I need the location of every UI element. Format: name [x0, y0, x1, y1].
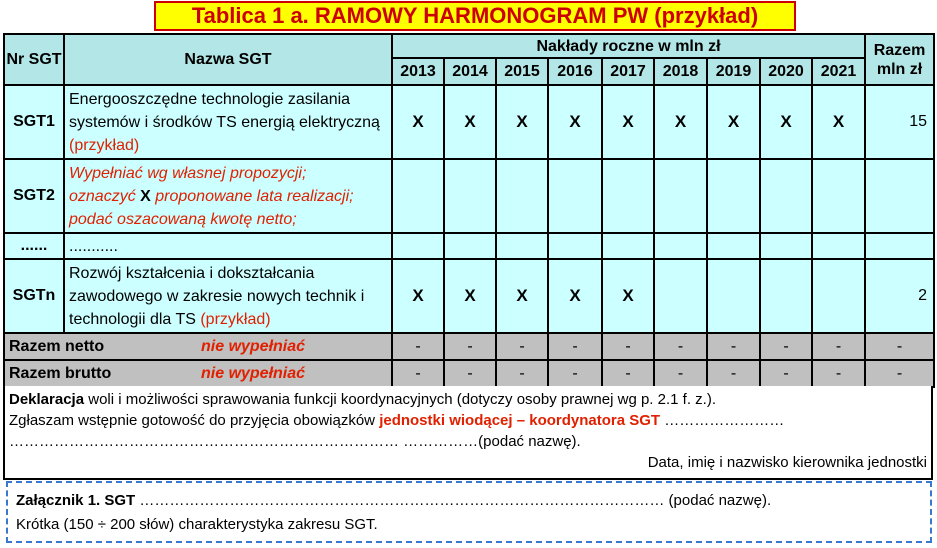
table-row	[4, 233, 934, 259]
row-total: 15	[865, 85, 934, 159]
year-mark: X	[812, 85, 865, 159]
dash-cell: -	[654, 360, 707, 387]
row-total: 2	[865, 259, 934, 333]
year-cell	[654, 233, 707, 259]
year-mark: X	[496, 259, 548, 333]
row-id: SGT2	[4, 159, 64, 233]
attachment-text: …………………………………………………………………………………………… (podać nazwę).	[135, 492, 772, 509]
row-name	[64, 159, 392, 233]
no-fill-note: nie wypełniać	[201, 364, 306, 382]
year-2016: 2016	[548, 58, 602, 85]
dash-cell: -	[812, 360, 865, 387]
year-2018: 2018	[654, 58, 707, 85]
year-2019: 2019	[707, 58, 760, 85]
row-id: ......	[4, 233, 64, 259]
year-cell	[548, 233, 602, 259]
dash-cell: -	[392, 360, 444, 387]
dash-cell: -	[707, 333, 760, 360]
year-2015: 2015	[496, 58, 548, 85]
row-name-text: Rozwój kształcenia i dokształcania zawodowego w zakresie nowych technik i technologii dla TS	[69, 264, 365, 328]
x-mark-sample: X	[140, 187, 151, 205]
dash-cell: -	[444, 360, 496, 387]
header-name: Nazwa SGT	[64, 34, 392, 85]
declaration-line	[9, 410, 927, 431]
year-mark: X	[444, 259, 496, 333]
razem-netto-label	[4, 333, 392, 360]
year-mark: X	[602, 85, 654, 159]
year-cell	[812, 159, 865, 233]
year-mark: X	[654, 85, 707, 159]
year-mark	[760, 259, 812, 333]
attachment-box	[6, 481, 932, 543]
year-2020: 2020	[760, 58, 812, 85]
dash-cell: -	[760, 333, 812, 360]
year-cell	[392, 233, 444, 259]
declaration-box	[3, 386, 933, 480]
instruction-line	[69, 185, 391, 208]
year-cell	[602, 159, 654, 233]
razem-brutto-row	[4, 360, 934, 387]
razem-netto-text: Razem netto	[9, 337, 105, 355]
dash-cell: -	[444, 333, 496, 360]
instruction-line: Wypełniać wg własnej propozycji;	[69, 164, 307, 182]
year-cell	[707, 233, 760, 259]
row-name: ...........	[64, 233, 392, 259]
example-note: (przykład)	[200, 310, 271, 328]
declaration-line	[9, 389, 927, 410]
year-2017: 2017	[602, 58, 654, 85]
year-mark: X	[392, 259, 444, 333]
year-cell	[602, 233, 654, 259]
page-title: Tablica 1 a. RAMOWY HARMONOGRAM PW (przykład)	[154, 1, 796, 31]
razem-brutto-label	[4, 360, 392, 387]
attachment-heading: Załącznik 1. SGT	[16, 492, 136, 509]
year-2013: 2013	[392, 58, 444, 85]
signature-caption: Data, imię i nazwisko kierownika jednostki	[647, 454, 927, 471]
year-mark: X	[548, 85, 602, 159]
header-nr: Nr SGT	[4, 34, 64, 85]
year-mark	[707, 259, 760, 333]
declaration-text: woli i możliwości sprawowania funkcji koordynacyjnych (dotyczy osoby prawnej wg p. 2.1 f. z.).	[84, 391, 716, 408]
year-cell	[496, 159, 548, 233]
year-mark: X	[707, 85, 760, 159]
dash-cell: -	[760, 360, 812, 387]
row-name-text: Energooszczędne technologie zasilania systemów i środków TS energią elektryczną	[69, 90, 380, 131]
year-2014: 2014	[444, 58, 496, 85]
example-note: (przykład)	[69, 136, 140, 154]
year-cell	[812, 233, 865, 259]
dash-cell: -	[548, 360, 602, 387]
row-total	[865, 159, 934, 233]
dash-cell: -	[548, 333, 602, 360]
coordinator-role: jednostki wiodącej – koordynatora SGT	[379, 412, 661, 429]
instruction-text: proponowane lata realizacji;	[150, 187, 354, 205]
table-row	[4, 259, 934, 333]
razem-brutto-text: Razem brutto	[9, 364, 112, 382]
attachment-line: Krótka (150 ÷ 200 słów) charakterystyka zakresu SGT.	[16, 516, 378, 533]
year-cell	[707, 159, 760, 233]
row-id: SGTn	[4, 259, 64, 333]
year-mark: X	[392, 85, 444, 159]
dash-cell: -	[654, 333, 707, 360]
year-2021: 2021	[812, 58, 865, 85]
year-cell	[444, 233, 496, 259]
year-cell	[760, 159, 812, 233]
year-mark: X	[602, 259, 654, 333]
dash-cell: -	[602, 333, 654, 360]
table-row	[4, 159, 934, 233]
instruction-text: oznaczyć	[69, 187, 141, 205]
year-mark	[812, 259, 865, 333]
dash-cell: -	[392, 333, 444, 360]
no-fill-note: nie wypełniać	[201, 337, 306, 355]
row-id: SGT1	[4, 85, 64, 159]
declaration-text: Zgłaszam wstępnie gotowość do przyjęcia obowiązków	[9, 412, 380, 429]
dash-cell: -	[865, 333, 934, 360]
razem-netto-row	[4, 333, 934, 360]
year-mark: X	[496, 85, 548, 159]
year-mark: X	[760, 85, 812, 159]
row-name	[64, 259, 392, 333]
year-cell	[760, 233, 812, 259]
declaration-heading: Deklaracja	[9, 391, 85, 408]
dash-cell: -	[865, 360, 934, 387]
year-mark: X	[548, 259, 602, 333]
row-name	[64, 85, 392, 159]
header-total: Razem mln zł	[865, 34, 934, 85]
year-cell	[496, 233, 548, 259]
row-total	[865, 233, 934, 259]
dash-cell: -	[602, 360, 654, 387]
fill-dots: ……………………	[660, 412, 785, 429]
header-costs: Nakłady roczne w mln zł	[392, 34, 865, 58]
year-cell	[654, 159, 707, 233]
year-cell	[392, 159, 444, 233]
year-mark	[654, 259, 707, 333]
declaration-line: …………………………………………………………………… ……………(podać nazwę).	[9, 433, 581, 450]
year-mark: X	[444, 85, 496, 159]
attachment-line	[16, 489, 922, 513]
year-cell	[444, 159, 496, 233]
dash-cell: -	[496, 333, 548, 360]
schedule-table	[3, 33, 935, 388]
table-row	[4, 85, 934, 159]
instruction-line: podać oszacowaną kwotę netto;	[69, 210, 297, 228]
year-cell	[548, 159, 602, 233]
dash-cell: -	[812, 333, 865, 360]
dash-cell: -	[496, 360, 548, 387]
dash-cell: -	[707, 360, 760, 387]
